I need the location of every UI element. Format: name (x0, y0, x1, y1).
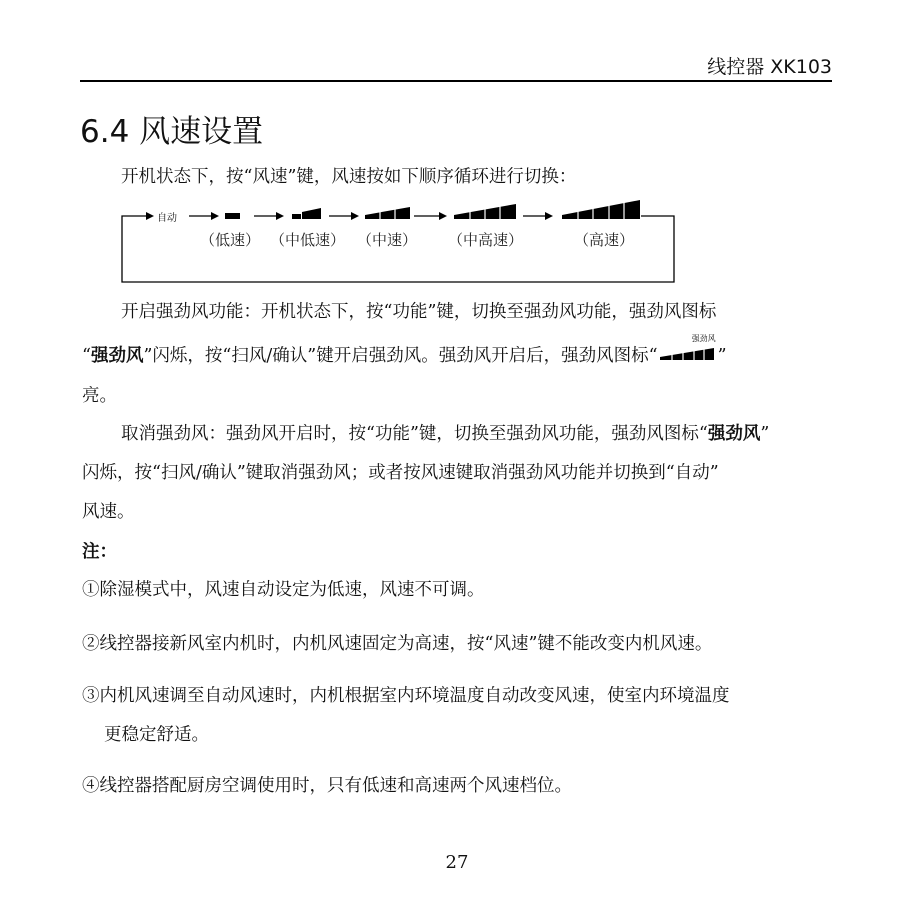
fan-level-2-icon (292, 208, 321, 219)
fan-level-3-icon (365, 207, 410, 220)
auto-label: 自动 (157, 213, 177, 224)
label-mid: （中速） (357, 231, 418, 249)
note-3b: 更稳定舒适。 (104, 725, 209, 745)
strong-off-line1 (121, 420, 769, 445)
arrow-4 (414, 212, 447, 220)
strong-off-line3: 风速。 (82, 502, 135, 522)
strong-wind-icon-label: 强劲风 (691, 334, 716, 343)
label-mid-high: （中高速） (448, 231, 524, 249)
fan-level-1-icon (225, 213, 240, 219)
arrow-5 (523, 212, 553, 220)
note-1: ①除湿模式中，风速自动设定为低速，风速不可调。 (82, 580, 485, 600)
header-title: 线控器 XK103 (707, 56, 832, 78)
note-2: ②线控器接新风室内机时，内机风速固定为高速，按“风速”键不能改变内机风速。 (82, 634, 713, 654)
strong-off-line1-text: 取消强劲风：强劲风开启时，按“功能”键，切换至强劲风功能，强劲风图标“ (121, 424, 708, 444)
arrow-3 (329, 212, 359, 220)
fan-level-5-icon (562, 199, 640, 220)
arrow-2 (254, 212, 284, 220)
page-number: 27 (445, 852, 469, 873)
strong-off-line2: 闪烁，按“扫风/确认”键取消强劲风；或者按风速键取消强劲风功能并切换到“自动” (82, 463, 719, 483)
label-high: （高速） (574, 231, 635, 249)
note-3a: ③内机风速调至自动风速时，内机根据室内环境温度自动改变风速，使室内环境温度 (82, 686, 730, 706)
quote-close: ” (717, 346, 727, 366)
arrow-head (146, 212, 154, 220)
label-mid-low: （中低速） (270, 231, 346, 249)
note-4: ④线控器搭配厨房空调使用时，只有低速和高速两个风速档位。 (82, 776, 572, 796)
quote-close-2: ” (760, 424, 770, 444)
section-title: 6.4 风速设置 (80, 114, 264, 150)
strong-on-line2-text: ”闪烁，按“扫风/确认”键开启强劲风。强劲风开启后，强劲风图标“ (143, 346, 658, 366)
intro-text: 开机状态下，按“风速”键，风速按如下顺序循环进行切换： (121, 167, 577, 187)
strong-on-line2 (82, 334, 727, 367)
arrow-1 (189, 212, 219, 220)
notes-heading: 注： (82, 542, 117, 562)
strong-on-line1: 开启强劲风功能：开机状态下，按“功能”键，切换至强劲风功能，强劲风图标 (121, 302, 717, 322)
label-low: （低速） (200, 231, 261, 249)
quote-open: “ (82, 346, 91, 366)
strong-wind-label-2: 强劲风 (707, 424, 761, 444)
strong-wind-label: 强劲风 (90, 346, 144, 366)
fan-level-4-icon (454, 204, 516, 220)
strong-on-line3: 亮。 (82, 386, 117, 406)
strong-wind-icon (658, 334, 718, 361)
